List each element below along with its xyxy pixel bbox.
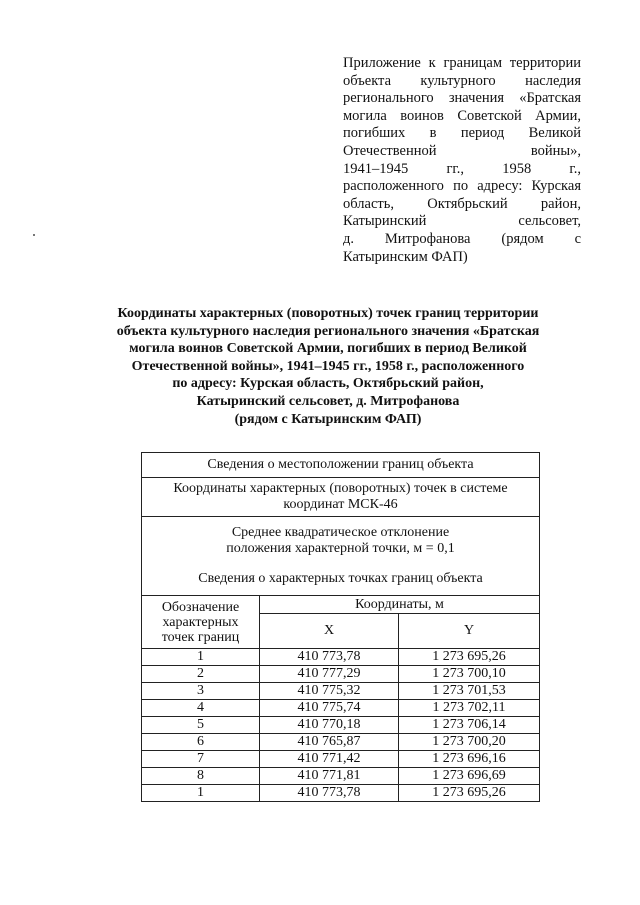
x-value: 410 775,74 bbox=[260, 700, 399, 717]
annex-line: Приложение к границам территории bbox=[343, 55, 581, 71]
title-line: Катыринский сельсовет, д. Митрофанова bbox=[196, 393, 460, 409]
y-value: 1 273 700,10 bbox=[399, 666, 540, 683]
x-value: 410 771,81 bbox=[260, 768, 399, 785]
annex-line: могила воинов Советской Армии, bbox=[343, 107, 581, 124]
y-value: 1 273 702,11 bbox=[399, 700, 540, 717]
table-row bbox=[142, 751, 540, 768]
table-row bbox=[142, 649, 540, 666]
point-number: 5 bbox=[142, 717, 260, 734]
coordinates-table bbox=[141, 452, 540, 802]
point-number: 6 bbox=[142, 734, 260, 751]
coordinates-header: Координаты, м bbox=[260, 596, 540, 614]
x-value: 410 771,42 bbox=[260, 751, 399, 768]
accuracy-line: Среднее квадратическое отклонение bbox=[231, 525, 450, 540]
accuracy-line: положения характерной точки, м = 0,1 bbox=[226, 541, 455, 556]
point-number: 2 bbox=[142, 666, 260, 683]
title-line: (рядом с Катыринским ФАП) bbox=[234, 411, 422, 427]
x-value: 410 773,78 bbox=[260, 785, 399, 802]
x-value: 410 775,32 bbox=[260, 683, 399, 700]
annex-heading bbox=[343, 55, 581, 266]
annex-line: д. Митрофанова (рядом с bbox=[343, 230, 581, 247]
annex-line: объекта культурного наследия bbox=[343, 72, 581, 89]
y-value: 1 273 700,20 bbox=[399, 734, 540, 751]
y-value: 1 273 701,53 bbox=[399, 683, 540, 700]
point-number: 7 bbox=[142, 751, 260, 768]
point-label-line: характерных bbox=[162, 614, 239, 630]
annex-line: область, Октябрьский район, bbox=[343, 195, 581, 212]
annex-line: Отечественной войны», bbox=[343, 142, 581, 159]
x-value: 410 773,78 bbox=[260, 649, 399, 666]
x-column-header: X bbox=[260, 614, 399, 649]
point-number: 1 bbox=[142, 649, 260, 666]
x-value: 410 765,87 bbox=[260, 734, 399, 751]
table-row bbox=[142, 666, 540, 683]
table-header-row bbox=[142, 517, 540, 596]
table-row bbox=[142, 734, 540, 751]
accuracy-cell bbox=[142, 517, 540, 596]
annex-line: регионального значения «Братская bbox=[343, 90, 581, 107]
annex-line: Катыринским ФАП) bbox=[343, 248, 468, 265]
table-row bbox=[142, 785, 540, 802]
title-line: Отечественной войны», 1941–1945 гг., 1958 г., расположенного bbox=[131, 358, 525, 374]
title-line: по адресу: Курская область, Октябрьский район, bbox=[172, 376, 484, 392]
scan-speck bbox=[33, 234, 35, 236]
table-row bbox=[142, 700, 540, 717]
point-label-line: точек границ bbox=[161, 629, 240, 645]
table-row bbox=[142, 768, 540, 785]
x-value: 410 770,18 bbox=[260, 717, 399, 734]
title-line: Координаты характерных (поворотных) точек границ территории bbox=[117, 306, 539, 321]
y-value: 1 273 696,16 bbox=[399, 751, 540, 768]
table-row bbox=[142, 717, 540, 734]
y-value: 1 273 706,14 bbox=[399, 717, 540, 734]
coord-system-line: Координаты характерных (поворотных) точек в системе bbox=[173, 481, 508, 496]
point-number: 8 bbox=[142, 768, 260, 785]
table-row bbox=[142, 683, 540, 700]
title-line: могила воинов Советской Армии, погибших в период Великой bbox=[129, 341, 527, 357]
y-value: 1 273 695,26 bbox=[399, 649, 540, 666]
point-number: 3 bbox=[142, 683, 260, 700]
y-value: 1 273 696,69 bbox=[399, 768, 540, 785]
title-line: объекта культурного наследия регионального значения «Братская bbox=[116, 323, 540, 339]
annex-line: Катыринский сельсовет, bbox=[343, 213, 581, 230]
points-info-line: Сведения о характерных точках границ объекта bbox=[198, 571, 483, 586]
column-header-row bbox=[142, 596, 540, 614]
document-title bbox=[95, 305, 561, 428]
table-header-row bbox=[142, 478, 540, 517]
point-number: 4 bbox=[142, 700, 260, 717]
annex-line: погибших в период Великой bbox=[343, 125, 581, 142]
point-label-header bbox=[142, 596, 260, 649]
location-header-cell: Сведения о местоположении границ объекта bbox=[142, 453, 540, 478]
annex-line: 1941–1945 гг., 1958 г., bbox=[343, 160, 581, 177]
point-label-line: Обозначение bbox=[161, 599, 240, 615]
x-value: 410 777,29 bbox=[260, 666, 399, 683]
coord-system-cell bbox=[142, 478, 540, 517]
coord-system-line: координат МСК-46 bbox=[283, 497, 398, 512]
annex-line: расположенного по адресу: Курская bbox=[343, 178, 581, 195]
y-value: 1 273 695,26 bbox=[399, 785, 540, 802]
point-number: 1 bbox=[142, 785, 260, 802]
table-header-row bbox=[142, 453, 540, 478]
y-column-header: Y bbox=[399, 614, 540, 649]
